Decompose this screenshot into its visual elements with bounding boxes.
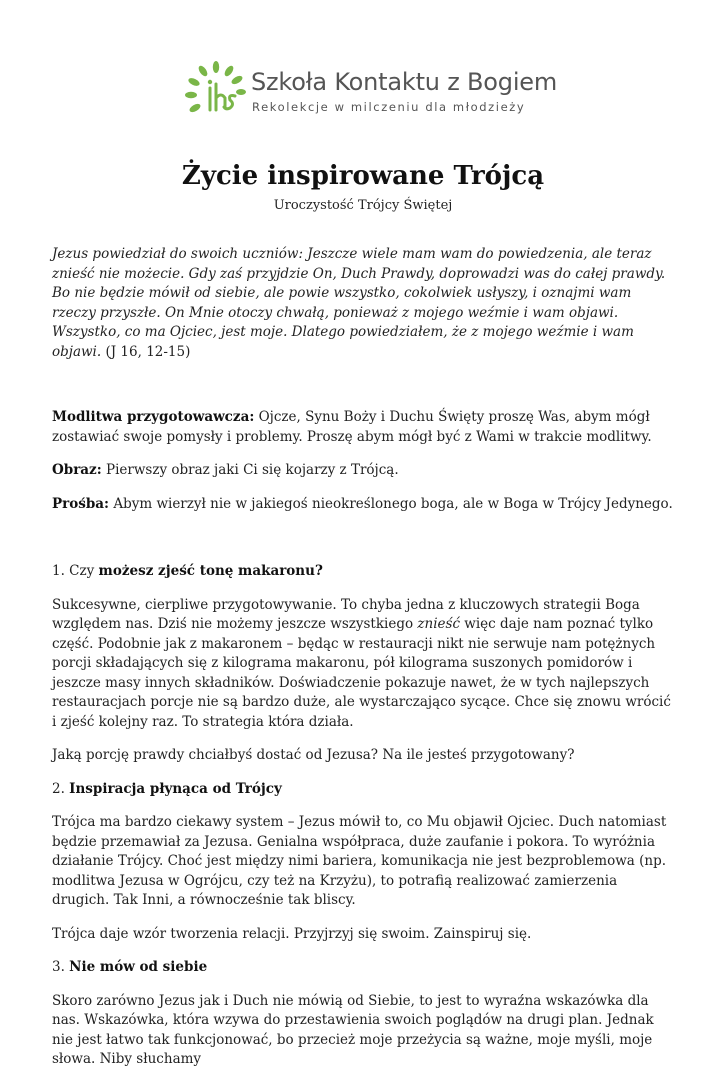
request-paragraph (52, 495, 674, 515)
s1-text-a: Sukcesywne, cierpliwe przygotowywanie. To chyba jedna z kluczowych strategii Boga względem nas. Dziś nie możemy jeszcze wszystkiego (52, 596, 640, 632)
section-3-title: Nie mów od siebie (69, 959, 208, 975)
section-3-heading (52, 958, 674, 978)
prep-text: Ojcze, Synu Boży i Duchu Święty proszę Was, abym mógł zostawiać swoje pomysły i problemy. Proszę abym mógł być z Wami w trakcie modlitwy. (52, 409, 652, 445)
image-text: Pierwszy obraz jaki Ci się kojarzy z Trójcą. (101, 462, 399, 478)
section-1-paragraph-1 (52, 596, 674, 733)
quote-reference: (J 16, 12-15) (101, 343, 191, 360)
section-2-number: 2. (52, 780, 70, 797)
request-label: Prośba: (52, 495, 110, 512)
logo-title: Szkoła Kontaktu z Bogiem (251, 68, 558, 96)
logo (183, 58, 558, 128)
prep-label: Modlitwa przygotowawcza: (52, 409, 255, 425)
image-label: Obraz: (52, 462, 102, 478)
section-2-paragraph-1: Trójca ma bardzo ciekawy system – Jezus mówił to, co Mu objawił Ojciec. Duch natomiast będzie przemawiał za Jezusa. Genialna współpraca, duże zaufanie i pokora. To wyróżnia działanie Trójcy. Choć jest między nimi bariera, komunikacja nie jest bezproblemowa (np. modlitwa Jezusa w Ogrójcu, czy też na Krzyżu), to potrafią realizować zamierzenia drugich. Tak Inni, a równocześnie tak bliscy. (52, 814, 667, 908)
section-1-title: możesz zjeść tonę makaronu? (98, 563, 323, 579)
section-1-heading (52, 562, 674, 582)
section-2-heading (52, 780, 674, 800)
quote-text: Jezus powiedział do swoich uczniów: Jeszcze wiele mam wam do powiedzenia, ale teraz znieść nie możecie. Gdy zaś przyjdzie On, Duch Prawdy, doprowadzi was do całej prawdy. Bo nie będzie mówił od siebie, ale powie wszystko, cokolwiek usłyszy, i oznajmi wam rzeczy przyszłe. On Mnie otoczy chwałą, ponieważ z mojego weźmie i wam objawi. Wszystko, co ma Ojciec, jest moje. Dlatego powiedziałem, że z mojego weźmie i wam objawi. (52, 246, 666, 360)
section-2-title: Inspiracja płynąca od Trójcy (69, 780, 282, 797)
section-1-paragraph-2: Jaką porcję prawdy chciałbyś dostać od Jezusa? Na ile jesteś przygotowany? (52, 747, 575, 763)
document-body (52, 158, 674, 1070)
s1-text-italic: znieść (417, 616, 461, 632)
image-paragraph (52, 461, 674, 481)
preparatory-prayer (52, 408, 674, 447)
page-title: Życie inspirowane Trójcą (181, 161, 545, 191)
request-text: Abym wierzył nie w jakiegoś nieokreślonego boga, ale w Boga w Trójcy Jedynego. (109, 495, 673, 512)
logo-subtitle: Rekolekcje w milczeniu dla młodzieży (252, 100, 526, 114)
section-1-number: 1. Czy (52, 563, 99, 579)
s1-text-b: więc daje nam poznać tylko część. Podobnie jak z makaronem – będąc w restauracji nikt nie serwuje nam potężnych porcji składających się z kilograma makaronu, pół kilograma suszonych pomidorów i jeszcze masy innych składników. Doświadczenie pokazuje nawet, że w tych najlepszych restauracjach porcje nie są bardzo duże, ale wystarczająco sycące. Chce się znowu wrócić i zjeść kolejny raz. To strategia która działa. (52, 616, 671, 730)
sun-logo-icon (183, 58, 249, 124)
section-3-paragraph-1: Skoro zarówno Jezus jak i Duch nie mówią od Siebie, to jest to wyraźna wskazówka dla nas. Wskazówka, która wzywa do przestawienia swoich poglądów na drugi plan. Jednak nie jest łatwo tak funkcjonować, bo przecież moje przeżycia są ważne, moje myśli, moje słowa. Niby słuchamy (52, 992, 654, 1067)
section-2-paragraph-2: Trójca daje wzór tworzenia relacji. Przyjrzyj się swoim. Zainspiruj się. (52, 925, 532, 942)
section-3-number: 3. (52, 959, 70, 975)
gospel-quote (52, 245, 674, 362)
page-subtitle: Uroczystość Trójcy Świętej (273, 198, 453, 213)
